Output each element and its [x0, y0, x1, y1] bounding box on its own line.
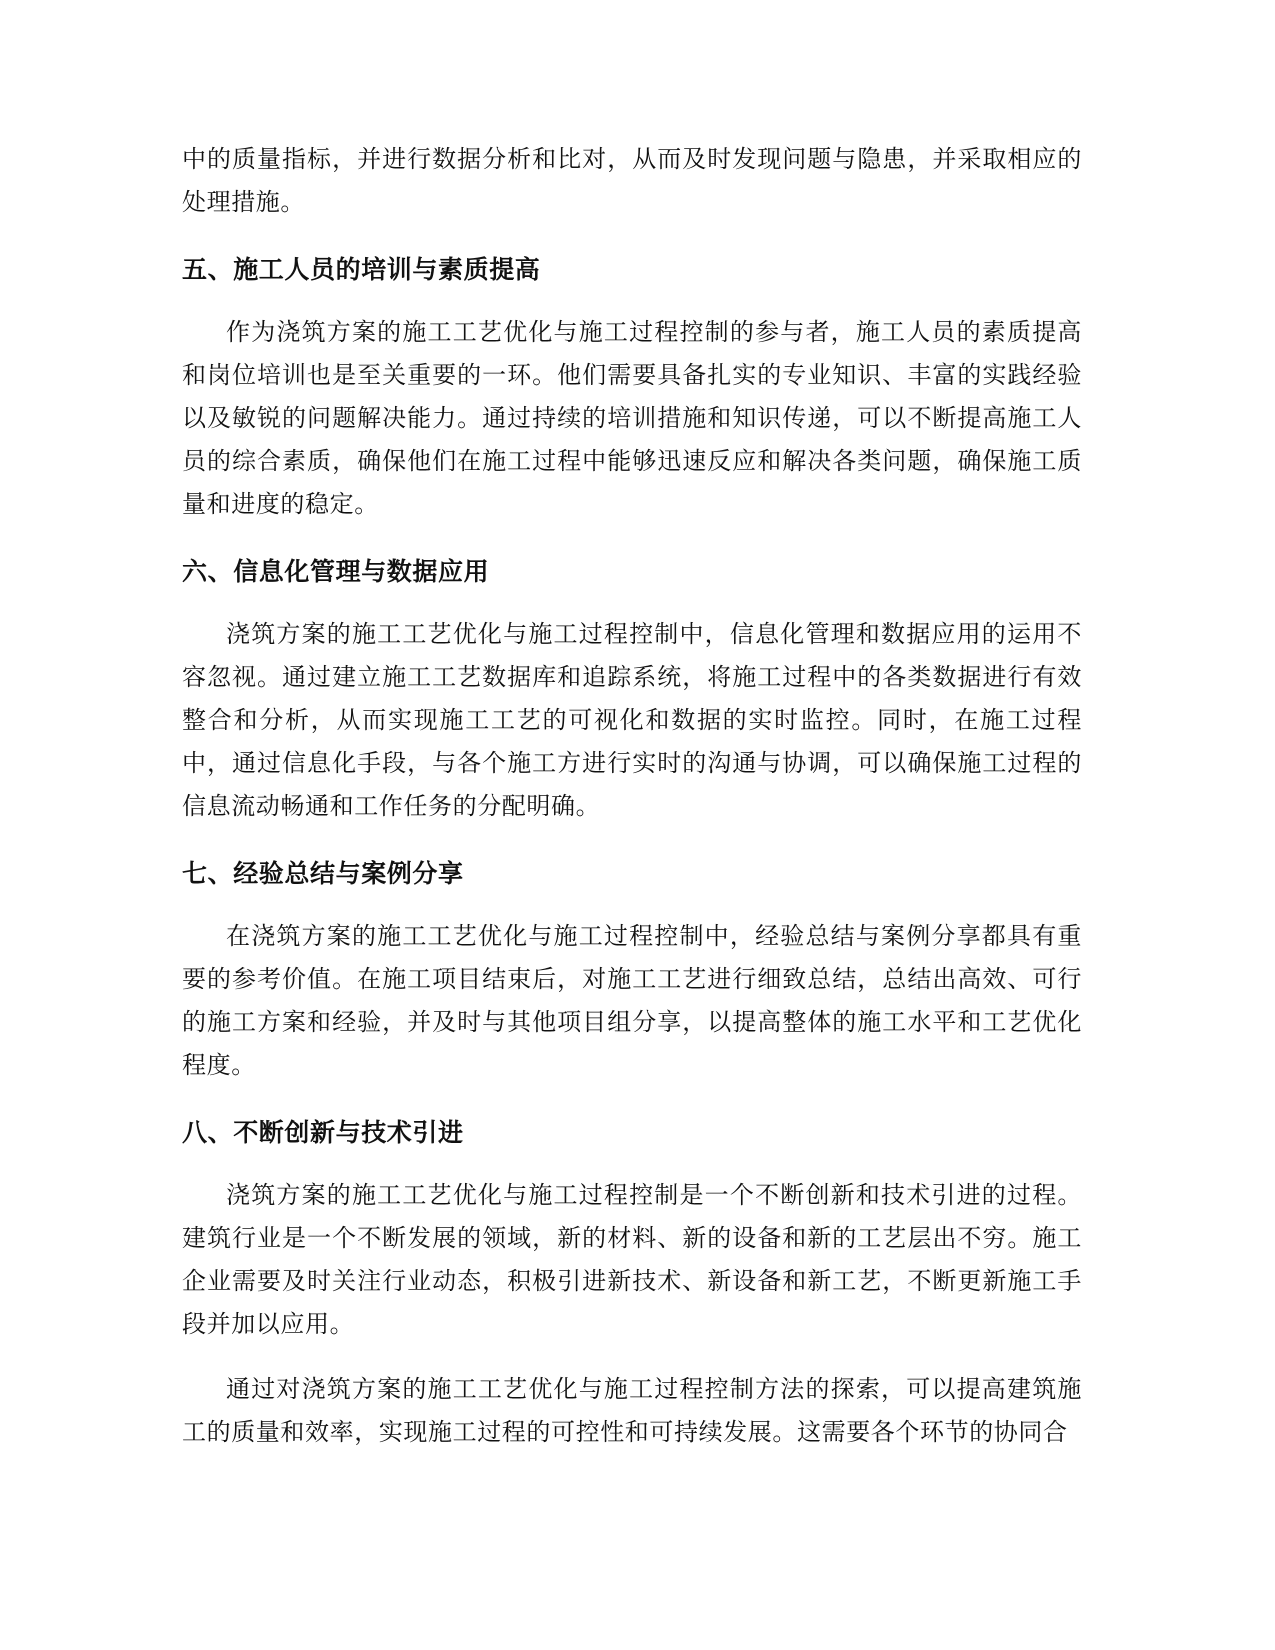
section-5-heading: 五、施工人员的培训与素质提高	[182, 255, 541, 284]
section-7-paragraph: 在浇筑方案的施工工艺优化与施工过程控制中，经验总结与案例分享都具有重要的参考价值。在施工项目结束后，对施工工艺进行细致总结，总结出高效、可行的施工方案和经验，并及时与其他项目组分享，以提高整体的施工水平和工艺优化程度。	[182, 922, 1082, 1079]
section-5-paragraph: 作为浇筑方案的施工工艺优化与施工过程控制的参与者，施工人员的素质提高和岗位培训也是至关重要的一环。他们需要具备扎实的专业知识、丰富的实践经验以及敏锐的问题解决能力。通过持续的培训措施和知识传递，可以不断提高施工人员的综合素质，确保他们在施工过程中能够迅速反应和解决各类问题，确保施工质量和进度的稳定。	[182, 318, 1082, 518]
section-8-heading: 八、不断创新与技术引进	[182, 1118, 464, 1147]
section-6-paragraph: 浇筑方案的施工工艺优化与施工过程控制中，信息化管理和数据应用的运用不容忽视。通过建立施工工艺数据库和追踪系统，将施工过程中的各类数据进行有效整合和分析，从而实现施工工艺的可视化和数据的实时监控。同时，在施工过程中，通过信息化手段，与各个施工方进行实时的沟通与协调，可以确保施工过程的信息流动畅通和工作任务的分配明确。	[182, 620, 1082, 820]
section-7-heading: 七、经验总结与案例分享	[182, 859, 464, 888]
document-page	[182, 138, 1082, 1454]
intro-continuation-paragraph: 中的质量指标，并进行数据分析和比对，从而及时发现问题与隐患，并采取相应的处理措施。	[182, 145, 1082, 216]
section-8-paragraph-1: 浇筑方案的施工工艺优化与施工过程控制是一个不断创新和技术引进的过程。建筑行业是一个不断发展的领域，新的材料、新的设备和新的工艺层出不穷。施工企业需要及时关注行业动态，积极引进新技术、新设备和新工艺，不断更新施工手段并加以应用。	[182, 1181, 1082, 1338]
conclusion-paragraph: 通过对浇筑方案的施工工艺优化与施工过程控制方法的探索，可以提高建筑施工的质量和效率，实现施工过程的可控性和可持续发展。这需要各个环节的协同合	[182, 1375, 1082, 1446]
section-6-heading: 六、信息化管理与数据应用	[182, 557, 490, 586]
